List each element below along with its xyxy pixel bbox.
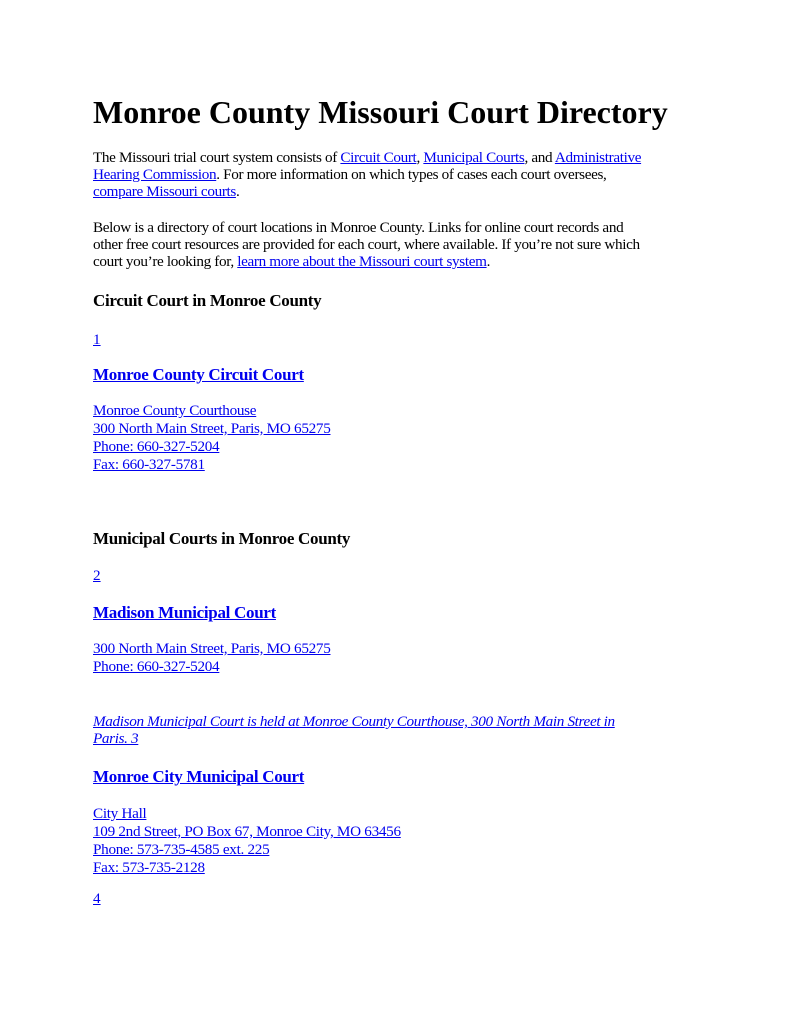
madison-court-address: [93, 640, 331, 676]
circuit-court-address-line[interactable]: Monroe County Courthouse: [93, 402, 257, 419]
footnote-link-1[interactable]: 1: [93, 331, 101, 348]
monroe-city-court-fax-link[interactable]: Fax: 573-735-2128: [93, 859, 205, 876]
circuit-court-phone-link[interactable]: Phone: 660-327-5204: [93, 438, 220, 455]
footnote-link-2[interactable]: 2: [93, 567, 101, 584]
footnote-link-4[interactable]: 4: [93, 890, 101, 907]
intro-p2-line-3: court you’re looking for, learn more about the Missouri court system.: [93, 253, 491, 270]
intro-p1-line-3: compare Missouri courts.: [93, 183, 240, 200]
monroe-city-court-address-line[interactable]: 109 2nd Street, PO Box 67, Monroe City, MO 63456: [93, 823, 401, 840]
municipal-courts-link[interactable]: Municipal Courts: [423, 149, 525, 166]
intro-paragraph-2: [93, 219, 733, 270]
circuit-court-link[interactable]: Circuit Court: [340, 149, 417, 166]
monroe-county-circuit-court-link[interactable]: Monroe County Circuit Court: [93, 365, 304, 384]
learn-more-court-system-link[interactable]: learn more about the Missouri court system: [237, 253, 487, 270]
monroe-city-court-phone-link[interactable]: Phone: 573-735-4585 ext. 225: [93, 841, 270, 858]
monroe-city-municipal-court-link[interactable]: Monroe City Municipal Court: [93, 767, 305, 786]
intro-p1-line-1: The Missouri trial court system consists of Circuit Court, Municipal Courts, and Administrative: [93, 149, 642, 166]
circuit-court-address: [93, 402, 331, 474]
circuit-court-heading: Circuit Court in Monroe County: [93, 291, 322, 310]
intro-p2-line-2: other free court resources are provided for each court, where available. If you’re not sure which: [93, 236, 640, 253]
intro-p1-line-2: Hearing Commission. For more information on which types of cases each court oversees,: [93, 166, 607, 183]
circuit-court-fax-link[interactable]: Fax: 660-327-5781: [93, 456, 205, 473]
circuit-court-address-line[interactable]: 300 North Main Street, Paris, MO 65275: [93, 420, 331, 437]
intro-paragraph-1: [93, 149, 733, 200]
madison-court-phone-link[interactable]: Phone: 660-327-5204: [93, 658, 220, 675]
madison-court-note: [93, 713, 615, 747]
compare-missouri-courts-link[interactable]: compare Missouri courts: [93, 183, 236, 200]
monroe-city-court-address-line[interactable]: City Hall: [93, 805, 147, 822]
administrative-hearing-link-part-2[interactable]: Hearing Commission: [93, 166, 217, 183]
madison-municipal-court-link[interactable]: Madison Municipal Court: [93, 603, 276, 622]
page-title: Monroe County Missouri Court Directory: [93, 94, 668, 130]
monroe-city-court-address: [93, 805, 401, 877]
intro-p2-line-1: Below is a directory of court locations in Monroe County. Links for online court records and: [93, 219, 624, 236]
madison-court-note-line-1[interactable]: Madison Municipal Court is held at Monroe County Courthouse, 300 North Main Street in: [93, 713, 615, 730]
municipal-courts-heading: Municipal Courts in Monroe County: [93, 529, 351, 548]
madison-court-address-line[interactable]: 300 North Main Street, Paris, MO 65275: [93, 640, 331, 657]
madison-court-note-line-2[interactable]: Paris. 3: [93, 730, 139, 747]
administrative-hearing-link-part-1[interactable]: Administrative: [554, 149, 642, 166]
